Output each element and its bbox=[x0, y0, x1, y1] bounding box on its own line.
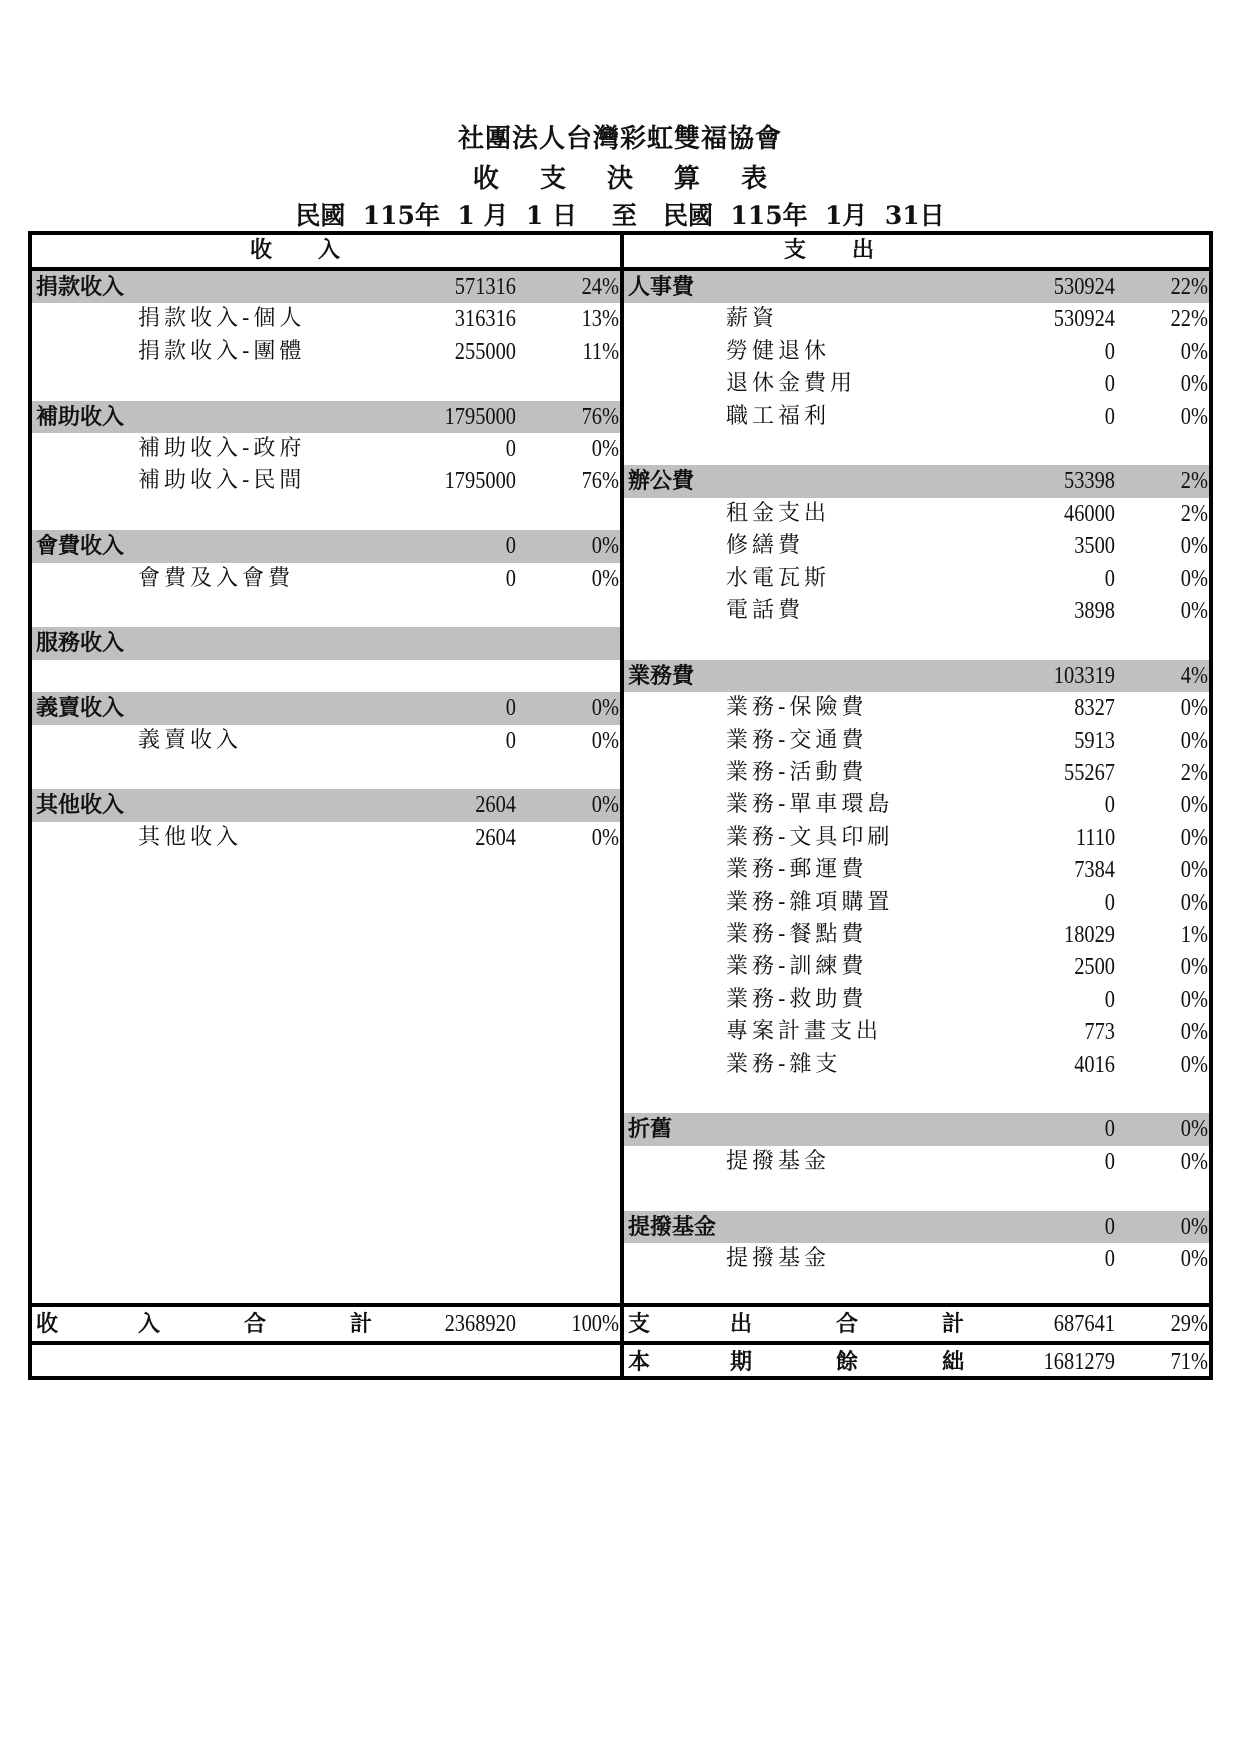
amount: 8327 bbox=[1074, 695, 1115, 722]
item-label: 專案計畫支出 bbox=[726, 1019, 883, 1045]
report-period bbox=[0, 196, 1240, 232]
amount: 2604 bbox=[475, 824, 516, 851]
percent: 0% bbox=[1180, 986, 1208, 1013]
line-item-row bbox=[32, 303, 620, 335]
amount: 1795000 bbox=[444, 468, 516, 495]
line-item-row bbox=[32, 822, 620, 854]
percent: 0% bbox=[591, 436, 619, 462]
percent: 0% bbox=[1180, 1148, 1208, 1175]
category-row bbox=[624, 271, 1209, 303]
percent: 1% bbox=[1180, 922, 1208, 948]
line-item-row bbox=[624, 692, 1209, 724]
line-item-row bbox=[624, 1146, 1209, 1178]
percent: 0% bbox=[1180, 403, 1208, 430]
item-label: 業務-郵運費 bbox=[726, 857, 868, 883]
item-label: 業務-雜支 bbox=[726, 1051, 842, 1077]
percent: 0% bbox=[1180, 371, 1208, 398]
line-item-row bbox=[624, 789, 1209, 821]
balance-char-1: 本 bbox=[628, 1349, 651, 1375]
category-row bbox=[32, 789, 620, 821]
expense-heading-char-2: 出 bbox=[852, 237, 875, 263]
item-label: 退休金費用 bbox=[726, 371, 857, 397]
item-label: 電話費 bbox=[726, 598, 805, 623]
line-item-row bbox=[32, 465, 620, 497]
category-label: 其他收入 bbox=[36, 792, 125, 819]
expense-total-percent: 29% bbox=[1170, 1311, 1208, 1337]
amount: 55267 bbox=[1064, 760, 1115, 786]
blank-row bbox=[624, 433, 1209, 465]
category-label: 提撥基金 bbox=[628, 1213, 717, 1240]
amount: 0 bbox=[505, 727, 516, 754]
item-label: 業務-活動費 bbox=[726, 760, 868, 785]
amount: 0 bbox=[1104, 403, 1115, 430]
item-label: 租金支出 bbox=[726, 500, 831, 526]
category-label: 會費收入 bbox=[36, 533, 125, 560]
amount: 0 bbox=[1104, 1246, 1115, 1272]
blank-row bbox=[32, 660, 620, 692]
period-from-label: 民國 bbox=[295, 201, 346, 230]
balance-char-2: 期 bbox=[730, 1349, 753, 1375]
category-label: 折舊 bbox=[628, 1116, 673, 1143]
amount: 18029 bbox=[1064, 922, 1115, 948]
category-label: 業務費 bbox=[628, 662, 695, 689]
amount: 0 bbox=[1104, 1213, 1115, 1240]
item-label: 業務-保險費 bbox=[726, 695, 868, 721]
category-row bbox=[624, 465, 1209, 497]
balance-char-4: 絀 bbox=[942, 1349, 965, 1375]
item-label: 捐款收入-團體 bbox=[138, 338, 306, 364]
item-label: 業務-交通費 bbox=[726, 727, 868, 753]
income-heading-char-1: 收 bbox=[250, 237, 273, 263]
percent: 0% bbox=[1180, 857, 1208, 884]
percent: 22% bbox=[1170, 306, 1208, 333]
period-to-day: 31日 bbox=[884, 201, 945, 230]
expense-total-char-4: 計 bbox=[942, 1311, 965, 1337]
percent: 0% bbox=[591, 533, 619, 560]
income-total-char-1: 收 bbox=[36, 1311, 59, 1337]
percent: 0% bbox=[1180, 695, 1208, 722]
period-from-month: 1 月 bbox=[457, 201, 509, 230]
amount: 0 bbox=[505, 533, 516, 560]
amount: 530924 bbox=[1053, 306, 1115, 333]
percent: 0% bbox=[591, 695, 619, 722]
category-label: 服務收入 bbox=[36, 630, 125, 657]
percent: 0% bbox=[1180, 1116, 1208, 1143]
income-total-percent: 100% bbox=[571, 1311, 619, 1337]
expense-total-char-2: 出 bbox=[730, 1311, 753, 1337]
period-to-year: 115年 bbox=[730, 201, 808, 230]
percent: 0% bbox=[591, 727, 619, 754]
amount: 0 bbox=[505, 695, 516, 722]
blank-row bbox=[32, 595, 620, 627]
percent: 0% bbox=[1180, 824, 1208, 851]
percent: 0% bbox=[1180, 533, 1208, 560]
category-row bbox=[32, 530, 620, 562]
item-label: 勞健退休 bbox=[726, 338, 831, 364]
period-to-word: 至 bbox=[611, 201, 637, 230]
percent: 0% bbox=[591, 792, 619, 819]
line-item-row bbox=[624, 951, 1209, 983]
amount: 530924 bbox=[1053, 274, 1115, 300]
item-label: 補助收入-政府 bbox=[138, 436, 306, 461]
amount: 103319 bbox=[1053, 662, 1115, 689]
income-total-row bbox=[32, 1307, 620, 1341]
amount: 571316 bbox=[454, 274, 516, 300]
balance-char-3: 餘 bbox=[836, 1349, 859, 1375]
expense-total-row bbox=[624, 1307, 1209, 1341]
income-total-amount: 2368920 bbox=[444, 1311, 516, 1337]
amount: 1110 bbox=[1075, 824, 1115, 851]
item-label: 業務-文具印刷 bbox=[726, 824, 894, 850]
line-item-row bbox=[624, 1016, 1209, 1048]
line-item-row bbox=[624, 1243, 1209, 1275]
amount: 46000 bbox=[1064, 500, 1115, 527]
balance-percent: 71% bbox=[1170, 1349, 1208, 1375]
line-item-row bbox=[624, 919, 1209, 951]
amount: 0 bbox=[505, 436, 516, 462]
line-item-row bbox=[624, 336, 1209, 368]
amount: 2604 bbox=[475, 792, 516, 819]
percent: 0% bbox=[1180, 565, 1208, 592]
income-expense-table bbox=[28, 231, 1213, 1380]
item-label: 業務-訓練費 bbox=[726, 954, 868, 980]
amount: 0 bbox=[1104, 792, 1115, 819]
amount: 53398 bbox=[1064, 468, 1115, 495]
line-item-row bbox=[624, 530, 1209, 562]
category-label: 捐款收入 bbox=[36, 274, 125, 300]
item-label: 提撥基金 bbox=[726, 1148, 831, 1174]
income-total-char-3: 合 bbox=[244, 1311, 267, 1337]
blank-row bbox=[624, 1178, 1209, 1210]
line-item-row bbox=[624, 303, 1209, 335]
amount: 1795000 bbox=[444, 403, 516, 430]
percent: 2% bbox=[1180, 468, 1208, 495]
amount: 316316 bbox=[454, 306, 516, 333]
income-total-char-2: 入 bbox=[138, 1311, 161, 1337]
item-label: 修繕費 bbox=[726, 533, 805, 559]
amount: 0 bbox=[1104, 1116, 1115, 1143]
blank-row bbox=[32, 498, 620, 530]
amount: 4016 bbox=[1074, 1051, 1115, 1078]
item-label: 補助收入-民間 bbox=[138, 468, 306, 494]
percent: 0% bbox=[1180, 338, 1208, 365]
line-item-row bbox=[32, 433, 620, 465]
income-heading-char-2: 入 bbox=[318, 237, 341, 263]
category-row bbox=[624, 1211, 1209, 1243]
amount: 773 bbox=[1084, 1019, 1115, 1046]
item-label: 捐款收入-個人 bbox=[138, 306, 306, 332]
percent: 24% bbox=[581, 274, 619, 300]
percent: 2% bbox=[1180, 500, 1208, 527]
category-row bbox=[32, 401, 620, 433]
document-title: 收 支 決 算 表 bbox=[472, 164, 784, 194]
blank-row bbox=[624, 1081, 1209, 1113]
category-row bbox=[32, 692, 620, 724]
category-label: 補助收入 bbox=[36, 403, 125, 430]
percent: 76% bbox=[581, 403, 619, 430]
percent: 0% bbox=[591, 824, 619, 851]
line-item-row bbox=[32, 725, 620, 757]
line-item-row bbox=[624, 854, 1209, 886]
period-from-day: 1 日 bbox=[525, 201, 578, 230]
percent: 0% bbox=[1180, 1246, 1208, 1272]
line-item-row bbox=[624, 595, 1209, 627]
amount: 5913 bbox=[1074, 727, 1115, 754]
item-label: 職工福利 bbox=[726, 403, 831, 429]
percent: 0% bbox=[1180, 954, 1208, 981]
percent: 0% bbox=[1180, 727, 1208, 754]
amount: 3898 bbox=[1074, 598, 1115, 624]
line-item-row bbox=[624, 757, 1209, 789]
item-label: 業務-雜項購置 bbox=[726, 889, 894, 915]
percent: 0% bbox=[591, 565, 619, 592]
category-row bbox=[624, 1113, 1209, 1145]
amount: 0 bbox=[1104, 1148, 1115, 1175]
percent: 22% bbox=[1170, 274, 1208, 300]
expense-total-amount: 687641 bbox=[1053, 1311, 1115, 1337]
line-item-row bbox=[624, 368, 1209, 400]
item-label: 提撥基金 bbox=[726, 1246, 831, 1271]
item-label: 業務-單車環島 bbox=[726, 792, 894, 818]
period-from-year: 115年 bbox=[362, 201, 440, 230]
balance-amount: 1681279 bbox=[1043, 1349, 1115, 1375]
balance-row bbox=[624, 1345, 1209, 1379]
blank-row bbox=[32, 368, 620, 400]
expense-heading-char-1: 支 bbox=[784, 237, 807, 263]
item-label: 薪資 bbox=[726, 306, 779, 332]
item-label: 水電瓦斯 bbox=[726, 565, 831, 591]
amount: 0 bbox=[1104, 986, 1115, 1013]
amount: 7384 bbox=[1074, 857, 1115, 884]
amount: 255000 bbox=[454, 338, 516, 365]
expense-total-char-3: 合 bbox=[836, 1311, 859, 1337]
item-label: 義賣收入 bbox=[138, 727, 243, 753]
amount: 0 bbox=[505, 565, 516, 592]
percent: 0% bbox=[1180, 598, 1208, 624]
line-item-row bbox=[624, 401, 1209, 433]
category-label: 人事費 bbox=[628, 274, 695, 300]
percent: 13% bbox=[581, 306, 619, 333]
line-item-row bbox=[32, 563, 620, 595]
percent: 0% bbox=[1180, 1213, 1208, 1240]
line-item-row bbox=[624, 1049, 1209, 1081]
percent: 0% bbox=[1180, 1019, 1208, 1046]
percent: 0% bbox=[1180, 1051, 1208, 1078]
amount: 0 bbox=[1104, 338, 1115, 365]
item-label: 業務-餐點費 bbox=[726, 922, 868, 947]
line-item-row bbox=[624, 887, 1209, 919]
line-item-row bbox=[624, 563, 1209, 595]
period-to-label: 民國 bbox=[662, 201, 713, 230]
blank-row bbox=[32, 757, 620, 789]
line-item-row bbox=[624, 725, 1209, 757]
line-item-row bbox=[32, 336, 620, 368]
percent: 4% bbox=[1180, 662, 1208, 689]
category-row bbox=[624, 660, 1209, 692]
item-label: 會費及入會費 bbox=[138, 565, 295, 591]
percent: 0% bbox=[1180, 792, 1208, 819]
amount: 2500 bbox=[1074, 954, 1115, 981]
amount: 3500 bbox=[1074, 533, 1115, 560]
amount: 0 bbox=[1104, 371, 1115, 398]
amount: 0 bbox=[1104, 565, 1115, 592]
category-row bbox=[32, 271, 620, 303]
percent: 2% bbox=[1180, 760, 1208, 786]
period-to-month: 1月 bbox=[825, 201, 868, 230]
amount: 0 bbox=[1104, 889, 1115, 916]
expense-total-char-1: 支 bbox=[628, 1311, 651, 1337]
category-row bbox=[32, 627, 620, 659]
blank-row bbox=[624, 627, 1209, 659]
item-label: 其他收入 bbox=[138, 824, 243, 850]
category-label: 辦公費 bbox=[628, 468, 695, 495]
line-item-row bbox=[624, 984, 1209, 1016]
organization-name: 社團法人台灣彩虹雙福協會 bbox=[457, 124, 782, 154]
item-label: 業務-救助費 bbox=[726, 986, 868, 1012]
category-label: 義賣收入 bbox=[36, 695, 125, 722]
percent: 0% bbox=[1180, 889, 1208, 916]
income-total-char-4: 計 bbox=[350, 1311, 373, 1337]
line-item-row bbox=[624, 822, 1209, 854]
percent: 76% bbox=[581, 468, 619, 495]
line-item-row bbox=[624, 498, 1209, 530]
percent: 11% bbox=[582, 338, 619, 365]
